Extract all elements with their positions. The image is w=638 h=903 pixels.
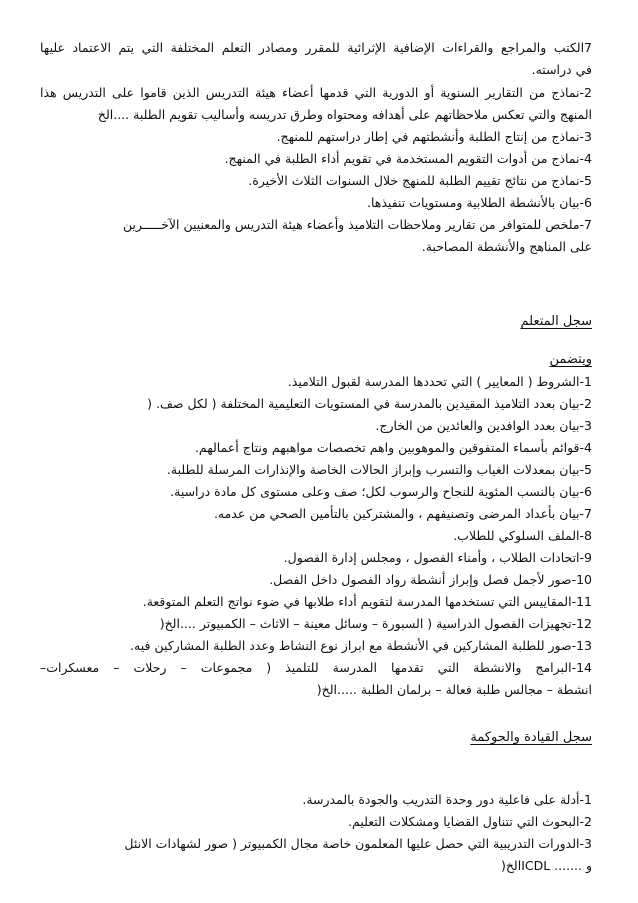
text-line: على المناهج والأنشطة المصاحبة. (421, 239, 592, 254)
list-item: 12-تجهيزات الفصول الدراسية ( السبورة – وسائل معينة – الاثاث – الكمبيوتر ....الخ( (159, 616, 592, 631)
list-item: 1-الشروط ( المعايير ) التي تحددها المدرسة لقبول التلاميذ. (287, 374, 592, 389)
text-line: انشطة – مجالس طلبة فعالة – برلمان الطلبة .....الخ( (316, 682, 592, 697)
list-item: 6-بيان بالأنشطة الطلابية ومستويات تنفيذها. (367, 195, 592, 210)
list-item: 3-نماذج من إنتاج الطلبة وأنشطتهم في إطار دراستهم للمنهج. (276, 129, 592, 144)
text-line: في دراسته. (531, 62, 592, 77)
text-line: 7الكتب والمراجع والقراءات الإضافية الإثرائية للمقرر ومصادر التعلم المختلفة التي يتم الاعتماد عليها (40, 40, 592, 55)
list-item: 14-البرامج والانشطة التي تقدمها المدرسة للتلميذ ( مجموعات – رحلات – معسكرات– (40, 660, 592, 675)
list-item: 7-ملخص للمتوافر من تقارير وملاحظات التلاميذ وأعضاء هيئة التدريس والمعنيين الآخـــــرين (122, 217, 592, 232)
section-intro: ويتضمن (549, 352, 592, 367)
list-item: 10-صور لأجمل فصل وإبراز أنشطة رواد الفصول داخل الفصل. (269, 572, 592, 587)
section-heading-leadership-governance: سجل القيادة والحوكمة (470, 730, 592, 745)
list-item: 4-قوائم بأسماء المتفوقين والموهوبين واهم تخصصات مواهبهم ونتاج أعمالهم. (194, 440, 592, 455)
list-item: 5-بيان بمعدلات الغياب والتسرب وإبراز الحالات الخاصة والإنذارات المرسلة للطلبة. (166, 462, 592, 477)
list-item: 11-المقاييس التي تستخدمها المدرسة لتقويم أداء طلابها في ضوء نواتج التعلم المتوقعة. (142, 594, 592, 609)
list-item: 2-نماذج من التقارير السنوية أو الدورية التي قدمها أعضاء هيئة التدريس الذين قاموا على التدريس هذا (40, 85, 592, 100)
list-item: 3-بيان بعدد الوافدين والعائدين من الخارج. (375, 418, 592, 433)
list-item: 6-بيان بالنسب المئوية للنجاح والرسوب لكل؛ صف وعلى مستوى كل مادة دراسية. (170, 484, 592, 499)
list-item: 2-بيان بعدد التلاميذ المقيدين بالمدرسة في المستويات التعليمية المختلفة ( لكل صف. ( (147, 396, 592, 411)
list-item: 3-الدورات التدريبية التي حصل عليها المعلمون خاصة مجال الكمبيوتر ( صور لشهادات الانئل (124, 836, 592, 851)
list-item: 1-أدلة على فاعلية دور وحدة التدريب والجودة بالمدرسة. (302, 792, 592, 807)
list-item: 4-نماذج من أدوات التقويم المستخدمة في تقويم أداء الطلبة في المنهج. (224, 151, 592, 166)
text-line: و ....... ICDLالخ( (500, 858, 592, 873)
list-item: 2-البحوث التي تتناول القضايا ومشكلات التعليم. (348, 814, 592, 829)
list-item: 5-نماذج من نتائج تقييم الطلبة للمنهج خلال السنوات الثلاث الأخيرة. (248, 173, 592, 188)
section-heading-learner-record: سجل المتعلم (520, 314, 592, 329)
list-item: 7-بيان بأعداد المرضى وتصنيفهم ، والمشتركين بالتأمين الصحي من عدمه. (213, 506, 592, 521)
text-line: المنهج والتي تعكس ملاحظاتهم على أهدافه ومحتواه وطرق تدريسه وأساليب تقويم الطلبة ....الخ (97, 107, 592, 122)
list-item: 13-صور للطلبة المشاركين في الأنشطة مع ابراز نوع النشاط وعدد الطلبة المشاركين فيه. (130, 638, 592, 653)
list-item: 9-اتحادات الطلاب ، وأمناء الفصول ، ومجلس إدارة الفصول. (283, 550, 592, 565)
list-item: 8-الملف السلوكي للطلاب. (453, 528, 592, 543)
